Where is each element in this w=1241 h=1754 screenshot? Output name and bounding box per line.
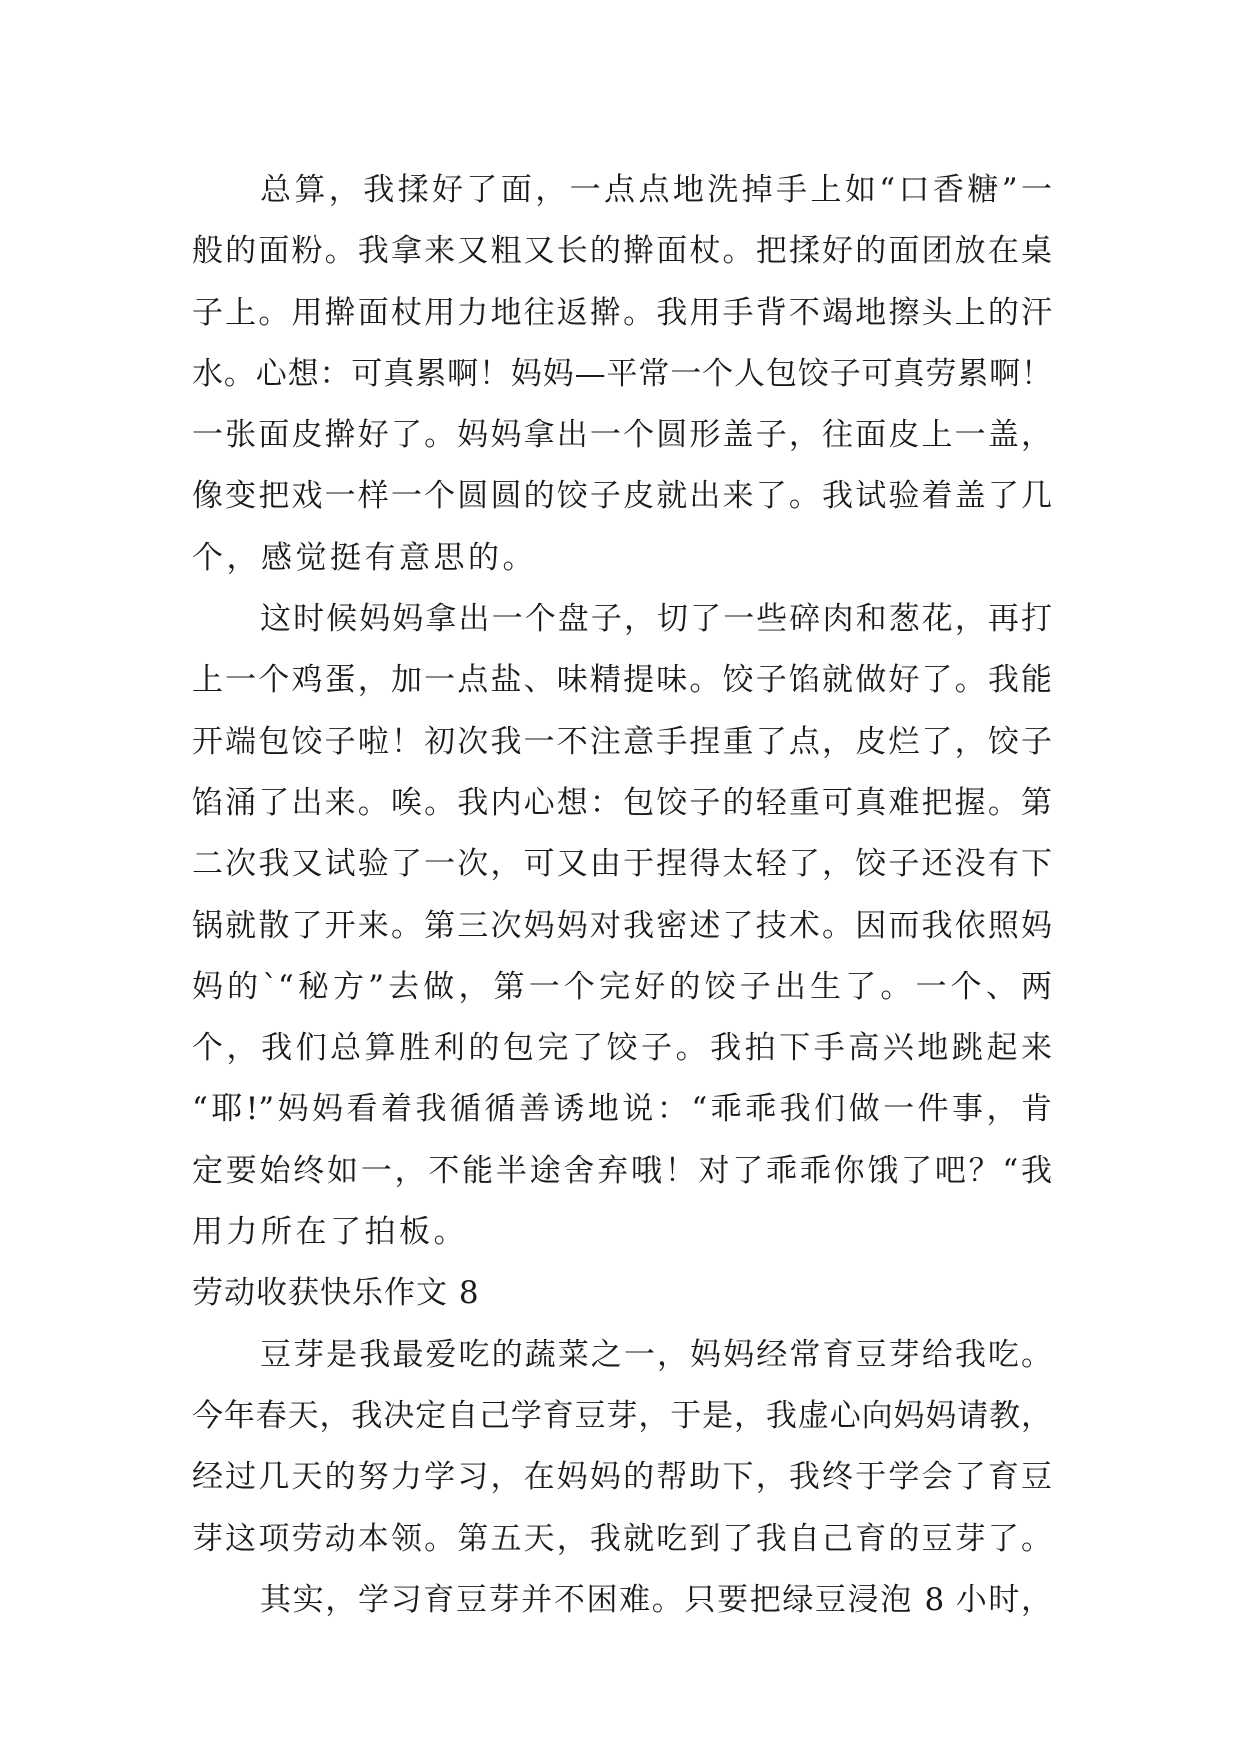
text-line: 总算，我揉好了面，一点点地洗掉手上如“口香糖”一	[260, 172, 1052, 208]
text-line: 一张面皮擀好了。妈妈拿出一个圆形盖子，往面皮上一盖，	[192, 417, 1052, 454]
text-line: 水。心想：可真累啊！妈妈—平常一个人包饺子可真劳累啊！	[192, 355, 1052, 392]
text-line: 开端包饺子啦！初次我一不注意手捏重了点，皮烂了，饺子	[192, 723, 1052, 760]
essay-body	[192, 160, 1052, 1631]
text-line: 个，感觉挺有意思的。	[192, 539, 537, 576]
text-line: 个，我们总算胜利的包完了饺子。我拍下手高兴地跳起来	[192, 1030, 1052, 1067]
text-line: 这时候妈妈拿出一个盘子，切了一些碎肉和葱花，再打	[260, 601, 1052, 638]
text-line: 其实，学习育豆芽并不困难。只要把绿豆浸泡 8 小时，	[260, 1581, 1052, 1618]
text-line: 豆芽是我最爱吃的蔬菜之一，妈妈经常育豆芽给我吃。	[260, 1336, 1052, 1373]
text-line: 经过几天的努力学习，在妈妈的帮助下，我终于学会了育豆	[192, 1459, 1052, 1496]
text-line: 锅就散了开来。第三次妈妈对我密述了技术。因而我依照妈	[192, 907, 1052, 944]
text-line: “耶!”妈妈看着我循循善诱地说：“乖乖我们做一件事，肯	[192, 1091, 1052, 1128]
text-line: 像变把戏一样一个圆圆的饺子皮就出来了。我试验着盖了几	[192, 478, 1052, 515]
text-line: 般的面粉。我拿来又粗又长的擀面杖。把揉好的面团放在桌	[192, 233, 1052, 270]
text-line: 芽这项劳动本领。第五天，我就吃到了我自己育的豆芽了。	[192, 1520, 1052, 1557]
section-heading: 劳动收获快乐作文 8	[192, 1275, 480, 1312]
text-line: 今年春天，我决定自己学育豆芽，于是，我虚心向妈妈请教，	[192, 1397, 1052, 1434]
text-line: 二次我又试验了一次，可又由于捏得太轻了，饺子还没有下	[192, 846, 1052, 883]
text-line: 馅涌了出来。唉。我内心想：包饺子的轻重可真难把握。第	[192, 784, 1052, 821]
text-line: 子上。用擀面杖用力地往返擀。我用手背不竭地擦头上的汗	[192, 294, 1052, 331]
text-line: 上一个鸡蛋，加一点盐、味精提味。饺子馅就做好了。我能	[192, 662, 1052, 699]
text-line: 定要始终如一，不能半途舍弃哦！对了乖乖你饿了吧？“我	[192, 1152, 1052, 1189]
text-line: 妈的`“秘方”去做，第一个完好的饺子出生了。一个、两	[192, 968, 1052, 1005]
text-line: 用力所在了拍板。	[192, 1214, 468, 1251]
